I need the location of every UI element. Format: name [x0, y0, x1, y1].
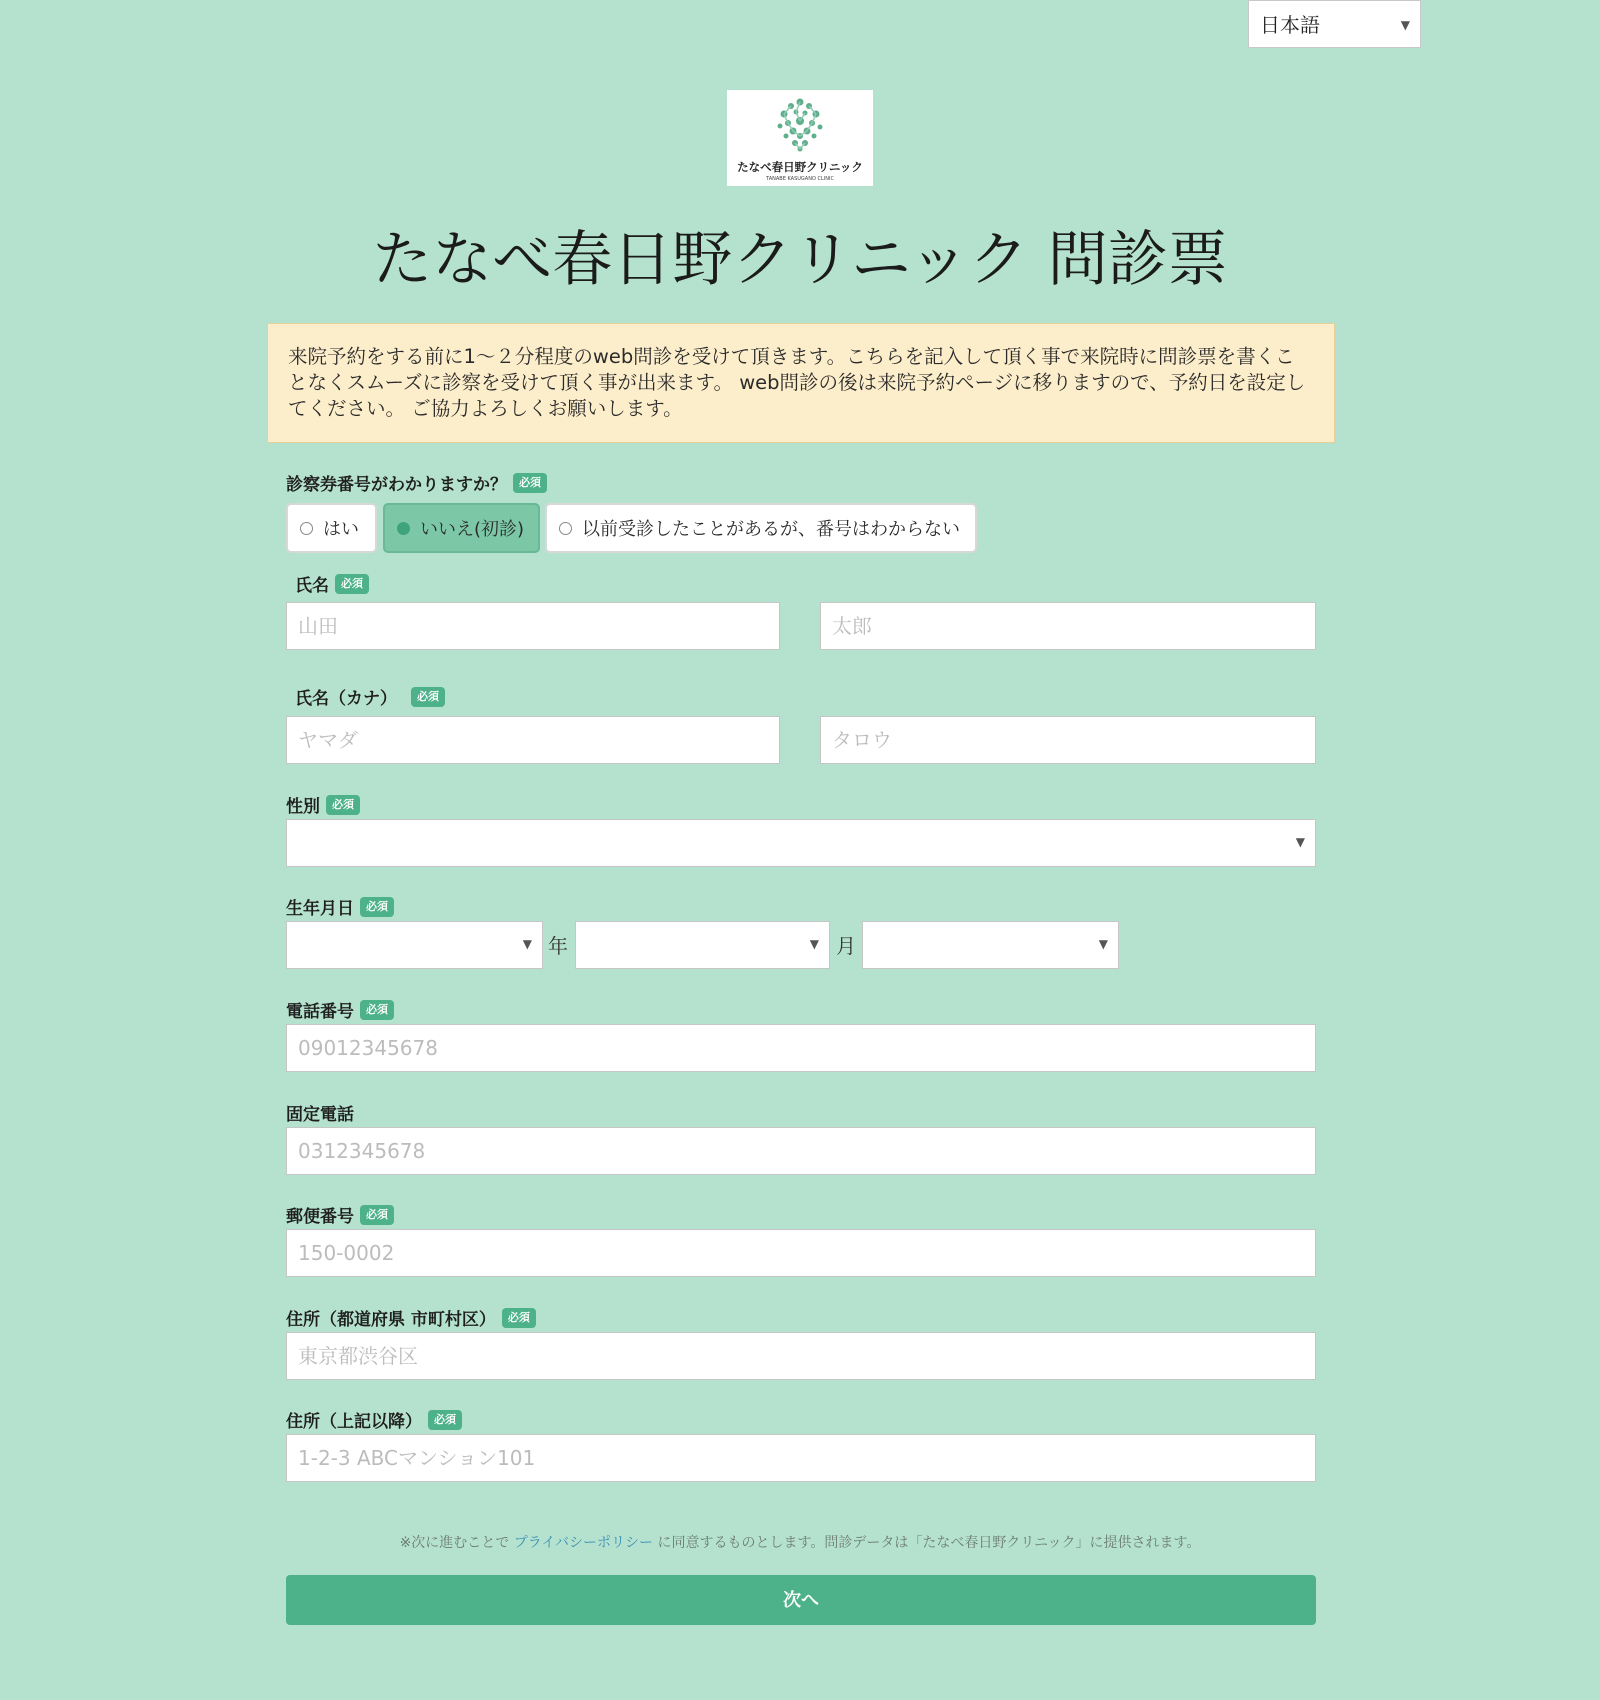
page-title: たなべ春日野クリニック 問診票 — [372, 225, 1228, 295]
molecule-logo-icon — [727, 90, 873, 158]
required-badge: 必須 — [360, 1000, 394, 1020]
radio-circle-icon — [559, 522, 572, 535]
birth-month-select[interactable] — [575, 921, 830, 969]
last-name-kana-input[interactable] — [286, 716, 780, 764]
required-badge: 必須 — [326, 795, 360, 815]
required-badge: 必須 — [360, 897, 394, 917]
required-badge: 必須 — [360, 1205, 394, 1225]
birthdate-label: 生年月日 — [286, 899, 354, 919]
required-badge: 必須 — [428, 1410, 462, 1430]
radio-option-label: 以前受診したことがあるが、番号はわからない — [582, 519, 960, 540]
first-name-input[interactable] — [820, 602, 1316, 650]
chevron-down-icon: ▼ — [522, 937, 532, 951]
gender-label-row — [286, 792, 360, 817]
chevron-down-icon: ▼ — [1400, 18, 1410, 32]
name-kana-label: 氏名（カナ） — [295, 689, 397, 709]
radio-checked-icon — [397, 522, 410, 535]
address2-input[interactable] — [286, 1434, 1316, 1482]
postal-code-label: 郵便番号 — [286, 1207, 354, 1227]
logo-clinic-name-en: TANABE KASUGANO CLINIC — [766, 176, 834, 182]
privacy-policy-link[interactable]: プライバシーポリシー — [513, 1535, 654, 1551]
chevron-down-icon: ▼ — [809, 937, 819, 951]
gender-label: 性別 — [286, 797, 320, 817]
last-name-input[interactable] — [286, 602, 780, 650]
language-select[interactable] — [1248, 0, 1421, 48]
language-select-value: 日本語 — [1260, 13, 1320, 37]
address1-label-row — [286, 1305, 536, 1330]
radio-option-label: いいえ(初診) — [420, 519, 525, 540]
landline-label: 固定電話 — [286, 1105, 354, 1125]
required-badge: 必須 — [502, 1308, 536, 1328]
landline-input[interactable] — [286, 1127, 1316, 1175]
privacy-note-suffix: に同意するものとします。問診データは「たなべ春日野クリニック」に提供されます。 — [657, 1535, 1201, 1551]
required-badge: 必須 — [513, 473, 547, 493]
address2-label: 住所（上記以降） — [286, 1412, 422, 1432]
required-badge: 必須 — [335, 574, 369, 594]
birthdate-label-row — [286, 894, 394, 919]
radio-option-label: はい — [323, 519, 359, 540]
logo-clinic-name: たなべ春日野クリニック — [737, 160, 863, 174]
month-unit-label: 月 — [836, 934, 856, 958]
name-kana-label-row — [295, 684, 445, 709]
privacy-note-prefix: ※次に進むことで — [399, 1535, 510, 1551]
phone-label: 電話番号 — [286, 1002, 354, 1022]
birth-year-select[interactable] — [286, 921, 543, 969]
radio-circle-icon — [300, 522, 313, 535]
radio-option-unknown-number[interactable] — [545, 503, 977, 553]
card-number-label: 診察券番号がわかりますか？ — [286, 475, 507, 495]
card-number-label-row — [286, 470, 547, 495]
required-badge: 必須 — [411, 687, 445, 707]
next-button[interactable]: 次へ — [286, 1575, 1316, 1625]
landline-label-row — [286, 1100, 354, 1125]
postal-code-input[interactable] — [286, 1229, 1316, 1277]
chevron-down-icon: ▼ — [1295, 835, 1305, 849]
postal-code-label-row — [286, 1202, 394, 1227]
privacy-note — [0, 1532, 1600, 1552]
chevron-down-icon: ▼ — [1098, 937, 1108, 951]
radio-option-no-first-visit[interactable] — [383, 503, 540, 553]
first-name-kana-input[interactable] — [820, 716, 1316, 764]
radio-option-yes[interactable] — [286, 503, 377, 553]
name-label-row — [295, 571, 369, 596]
year-unit-label: 年 — [548, 934, 568, 958]
clinic-logo — [727, 90, 873, 186]
address2-label-row — [286, 1407, 462, 1432]
notice-box: 来院予約をする前に1〜２分程度のweb問診を受けて頂きます。こちらを記入して頂く事で来院時に問診票を書くことなくスムーズに診察を受けて頂く事が出来ます。 web問診の後は来院予約ページに移りますので、予約日を設定してください。 ご協力よろしくお願いします。 — [267, 323, 1335, 443]
name-label: 氏名 — [295, 576, 329, 596]
gender-select[interactable] — [286, 819, 1316, 867]
phone-input[interactable] — [286, 1024, 1316, 1072]
phone-label-row — [286, 997, 394, 1022]
address1-input[interactable] — [286, 1332, 1316, 1380]
address1-label: 住所（都道府県 市町村区） — [286, 1310, 496, 1330]
birth-day-select[interactable] — [862, 921, 1119, 969]
